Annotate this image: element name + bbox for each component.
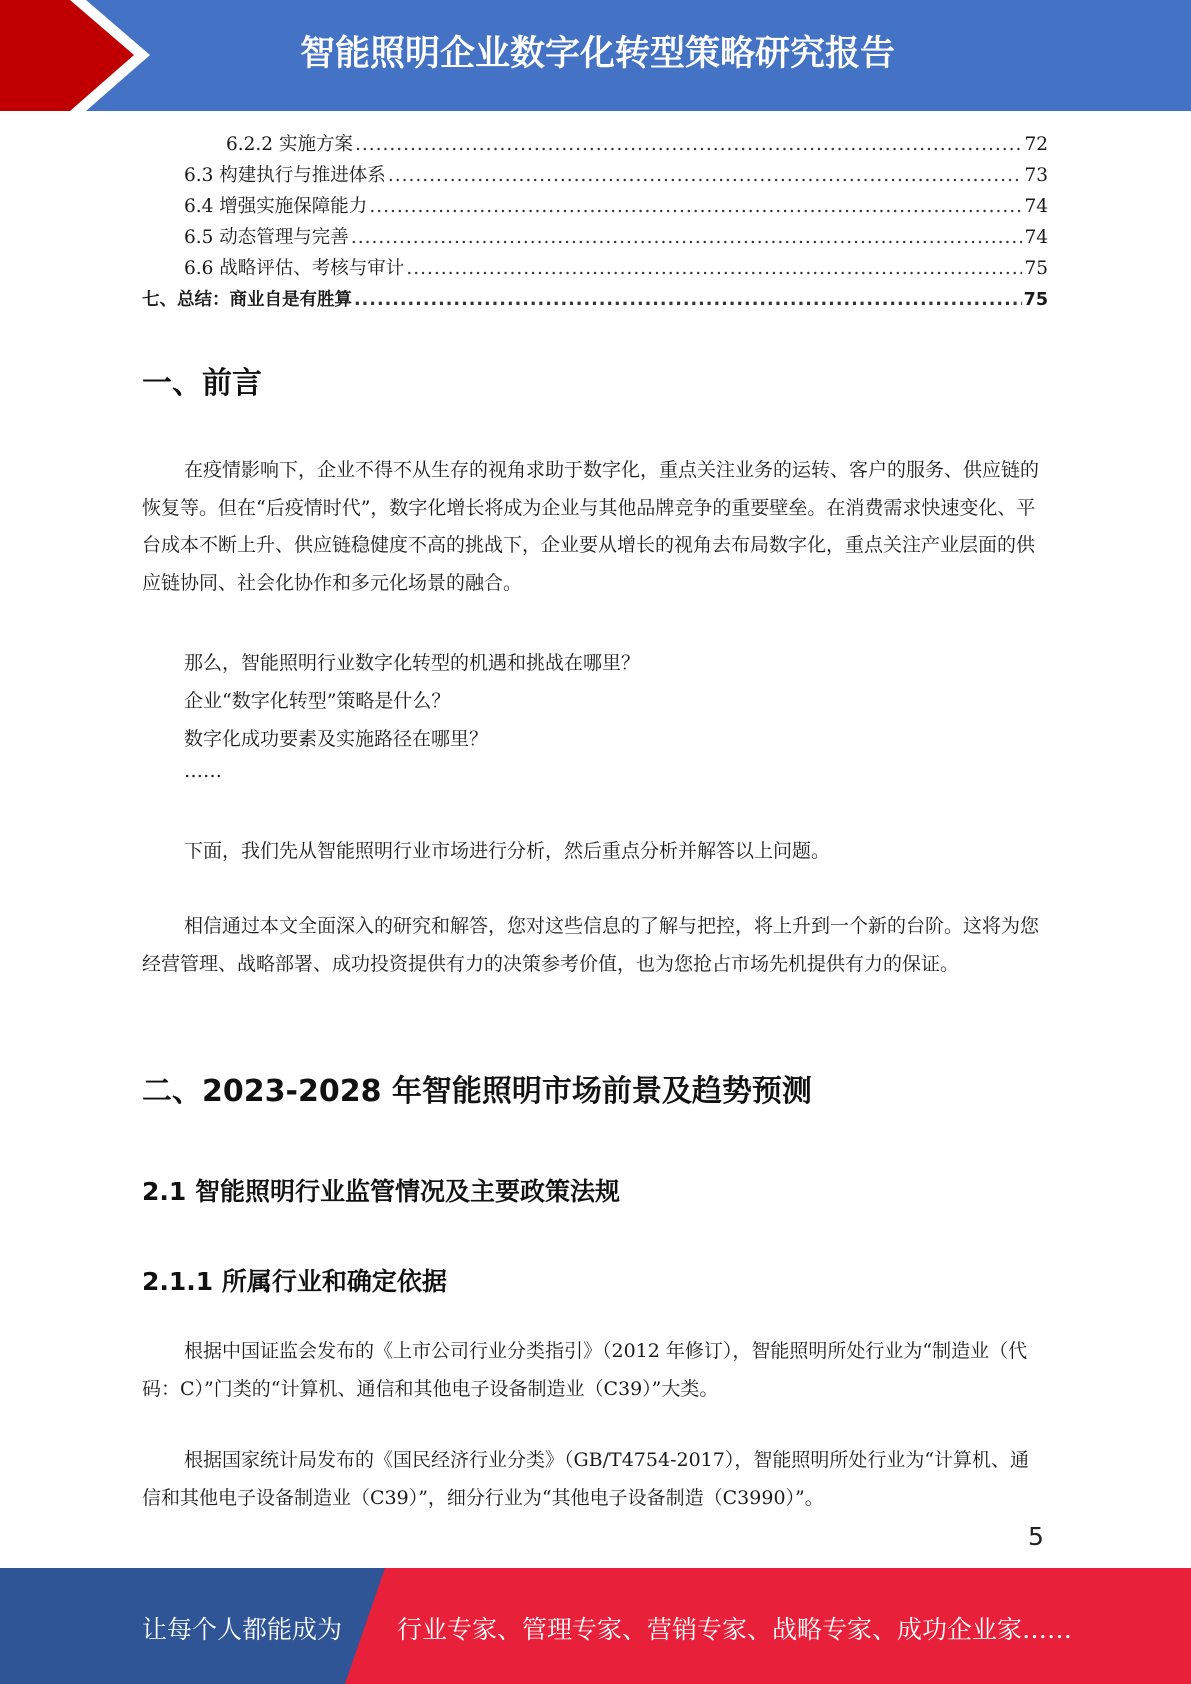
toc-entry-title: 七、总结：商业自是有胜算	[142, 290, 352, 310]
toc-entry-chapter[interactable]	[142, 286, 1048, 314]
ellipsis-line: ……	[184, 760, 222, 782]
preface-paragraph-3-text: 相信通过本文全面深入的研究和解答，您对这些信息的了解与把控，将上升到一个新的台阶。这将为您经营管理、战略部署、成功投资提供有力的决策参考价值，也为您抢占市场先机提供有力的保证。	[142, 915, 1040, 975]
chapter-title-2: 二、2023-2028 年智能照明市场前景及趋势预测	[142, 1074, 812, 1109]
toc-entry[interactable]	[184, 254, 1048, 282]
section-title-2-1: 2.1 智能照明行业监管情况及主要政策法规	[142, 1177, 620, 1206]
toc-leader-dots	[406, 258, 1022, 279]
toc-entry[interactable]	[226, 130, 1048, 158]
toc-entry[interactable]	[184, 223, 1048, 251]
page-footer	[0, 1568, 1191, 1684]
toc-entry-title: 6.6 战略评估、考核与审计	[184, 258, 405, 279]
toc-leader-dots	[354, 290, 1022, 310]
preface-paragraph-2	[142, 833, 1047, 871]
toc-entry-title: 6.3 构建执行与推进体系	[184, 165, 386, 186]
toc-leader-dots	[388, 165, 1023, 186]
toc-leader-dots	[351, 227, 1023, 248]
section-title-2-1-1: 2.1.1 所属行业和确定依据	[142, 1267, 447, 1296]
toc-entry-page: 75	[1024, 258, 1048, 279]
classification-paragraph-2-text: 根据国家统计局发布的《国民经济行业分类》（GB/T4754-2017），智能照明所处行业为“计算机、通信和其他电子设备制造业（C39）”，细分行业为“其他电子设备制造（C3990）”。	[142, 1449, 1030, 1509]
toc-entry-title: 6.2.2 实施方案	[226, 134, 353, 155]
toc-entry-page: 73	[1024, 165, 1048, 186]
toc-entry-title: 6.4 增强实施保障能力	[184, 196, 368, 217]
question-line: 数字化成功要素及实施路径在哪里？	[184, 728, 489, 750]
toc-entry-page: 74	[1024, 227, 1048, 248]
toc-entry-page: 74	[1024, 196, 1048, 217]
page-header	[0, 0, 1191, 111]
question-line: 企业“数字化转型”策略是什么？	[184, 690, 451, 712]
toc-leader-dots	[369, 196, 1022, 217]
classification-paragraph-2	[142, 1442, 1047, 1517]
toc-entry[interactable]	[184, 192, 1048, 220]
section-title-preface: 一、前言	[142, 366, 262, 401]
report-title: 智能照明企业数字化转型策略研究报告	[300, 34, 896, 74]
preface-paragraph-2-text: 下面，我们先从智能照明行业市场进行分析，然后重点分析并解答以上问题。	[184, 840, 831, 862]
preface-paragraph-1	[142, 452, 1047, 602]
footer-slogan-right: 行业专家、管理专家、营销专家、战略专家、成功企业家……	[397, 1615, 1073, 1644]
preface-paragraph-3	[142, 908, 1047, 983]
footer-slogan-left: 让每个人都能成为	[142, 1615, 343, 1644]
preface-paragraph-1-text: 在疫情影响下，企业不得不从生存的视角求助于数字化，重点关注业务的运转、客户的服务、供应链的恢复等。但在“后疫情时代”，数字化增长将成为企业与其他品牌竞争的重要壁垒。在消费需求快速变化、平台成本不断上升、供应链稳健度不高的挑战下，企业要从增长的视角去布局数字化，重点关注产业层面的供应链协同、社会化协作和多元化场景的融合。	[142, 459, 1040, 594]
toc-entry[interactable]	[184, 161, 1048, 189]
toc-entry-title: 6.5 动态管理与完善	[184, 227, 349, 248]
page-number: 5	[1028, 1522, 1044, 1551]
toc-entry-page: 72	[1024, 134, 1048, 155]
toc-entry-page: 75	[1023, 290, 1048, 310]
question-line: 那么，智能照明行业数字化转型的机遇和挑战在哪里？	[184, 652, 641, 674]
classification-paragraph-1	[142, 1333, 1047, 1408]
classification-paragraph-1-text: 根据中国证监会发布的《上市公司行业分类指引》（2012 年修订），智能照明所处行业为“制造业（代码：C）”门类的“计算机、通信和其他电子设备制造业（C39）”大类。	[142, 1340, 1028, 1400]
toc-leader-dots	[355, 134, 1023, 155]
